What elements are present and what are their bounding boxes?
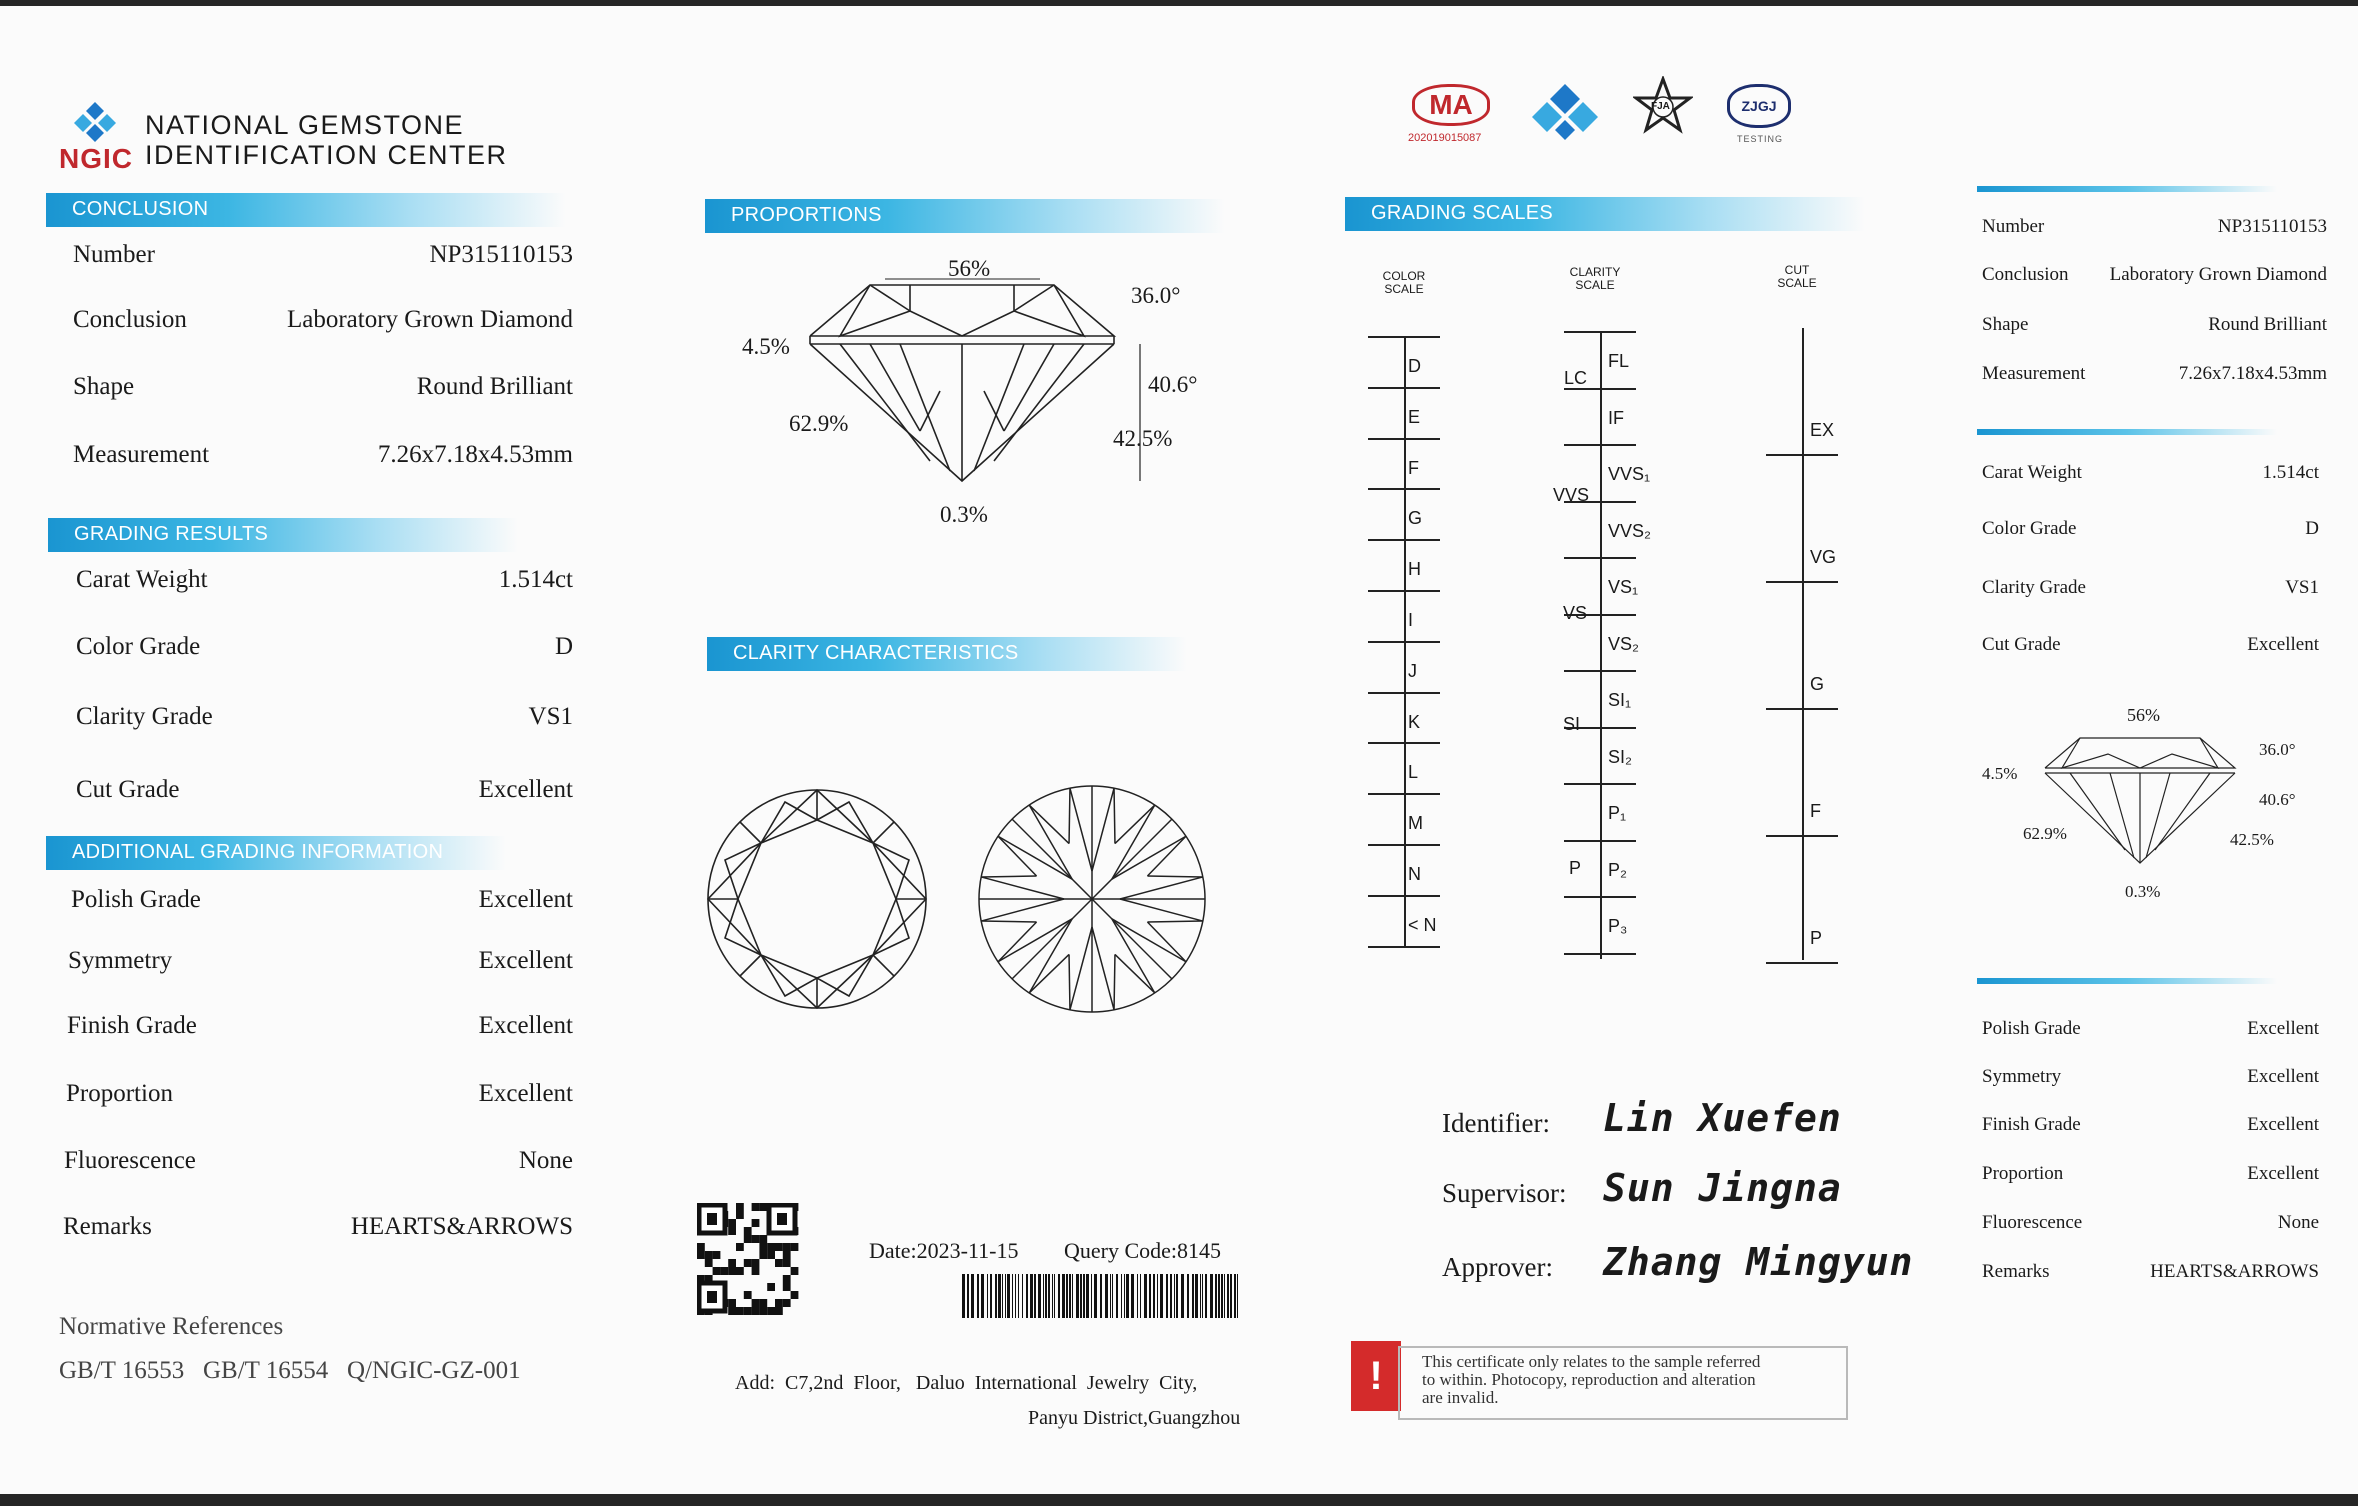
additional-label: Remarks [63,1213,152,1240]
additional-label: Proportion [66,1080,173,1107]
color-grade-label: < N [1408,914,1437,935]
pavilion-plot-diagram [975,782,1209,1016]
color-scale-tick [1368,742,1440,744]
grading-label: Color Grade [76,633,201,660]
signature-name: Zhang Mingyun [1603,1240,1914,1284]
cut-scale-tick [1766,454,1838,456]
address-line1: Add: C7,2nd Floor, Daluo International Jewelry City, [735,1372,1198,1394]
proportions-header: PROPORTIONS [705,199,1225,233]
summary-divider-3 [1977,978,2277,984]
pavilion-depth: 42.5% [1113,426,1173,451]
summary-additional-value: Excellent [2247,1114,2319,1135]
clarity-scale-header: CLARITY SCALE [1569,265,1621,292]
summary-divider-2 [1977,429,2277,435]
clarity-scale-tick [1564,331,1636,333]
grading-scales-header: GRADING SCALES [1345,197,1865,231]
color-grade-label: L [1408,762,1419,783]
cut-scale-axis [1802,328,1804,960]
additional-value: Excellent [478,947,573,974]
clarity-grade-label: SI₂ [1608,746,1632,767]
crown-angle: 36.0° [1131,283,1181,308]
additional-row [63,947,573,981]
summary-pavilion-depth: 42.5% [2230,830,2274,849]
grading-value: VS1 [528,703,573,730]
conclusion-value: 7.26x7.18x4.53mm [377,441,573,468]
summary-grading-row [1982,634,2319,662]
summary-additional-row [1982,1114,2319,1142]
color-scale-tick [1368,438,1440,440]
query-code: Query Code:8145 [1064,1238,1222,1263]
additional-row [63,1080,573,1114]
table-percent: 56% [948,256,991,281]
cut-scale-tick [1766,835,1838,837]
grading-row [76,566,573,600]
clarity-scale-tick [1564,953,1636,955]
color-scale-header: COLOR SCALE [1382,269,1426,296]
fja-text: FJA [1651,101,1670,112]
ngic-emblem-icon [1530,82,1600,142]
color-scale-tick [1368,539,1440,541]
color-scale-tick [1368,692,1440,694]
additional-label: Polish Grade [71,886,201,913]
cut-scale-tick [1766,962,1838,964]
additional-value: None [518,1147,573,1174]
summary-conclusion-value: Laboratory Grown Diamond [2109,264,2327,285]
summary-table-percent: 56% [2127,705,2160,725]
color-grade-label: F [1408,457,1419,478]
cut-grade-label: VG [1810,547,1837,567]
org-name-line1: NATIONAL GEMSTONE [145,110,465,140]
certificate-document [0,6,2358,1494]
org-name-line2: IDENTIFICATION CENTER [145,140,508,170]
signature-role: Supervisor: [1442,1178,1567,1208]
ngic-wordmark: NGIC [59,143,133,174]
conclusion-label: Conclusion [73,306,187,333]
cma-logo: MA [1412,84,1488,130]
zjgj-logo: ZJGJ [1727,84,1791,128]
grading-row [76,633,573,667]
summary-conclusion-label: Measurement [1982,363,2086,384]
summary-conclusion-value: Round Brilliant [2208,314,2327,335]
color-grade-label: D [1408,356,1421,376]
culet-size: 0.3% [940,502,988,527]
conclusion-value: NP315110153 [429,241,573,268]
summary-additional-row [1982,1163,2319,1191]
clarity-grade-label: IF [1608,407,1624,428]
summary-grading-value: Excellent [2247,634,2319,655]
additional-row [63,886,573,920]
clarity-grade-label: P₂ [1608,859,1627,880]
cut-grade-label: F [1810,801,1821,821]
color-scale-tick [1368,793,1440,795]
signature-role: Identifier: [1442,1108,1550,1138]
summary-grading-label: Color Grade [1982,518,2077,539]
summary-conclusion-label: Conclusion [1982,264,2069,285]
clarity-scale-tick [1564,670,1636,672]
summary-additional-label: Fluorescence [1982,1212,2083,1233]
summary-additional-value: HEARTS&ARROWS [2150,1261,2319,1282]
clarity-grade-label: SI₁ [1608,690,1632,710]
summary-divider-1 [1977,186,2277,192]
cut-grade-label: P [1810,928,1823,948]
cut-scale-header: CUT SCALE [1777,263,1817,290]
clarity-group-label: VS [1563,603,1588,623]
signature-role: Approver: [1442,1252,1553,1282]
crown-height: 4.5% [742,334,790,359]
summary-grading-label: Cut Grade [1982,634,2061,655]
color-scale-tick [1368,336,1440,338]
summary-additional-label: Finish Grade [1982,1114,2081,1135]
grading-label: Clarity Grade [76,703,213,730]
clarity-scale-tick [1564,557,1636,559]
clarity-group-label: LC [1564,368,1588,388]
summary-additional-label: Remarks [1982,1261,2050,1282]
clarity-scale-axis [1600,331,1602,959]
summary-crown-angle: 36.0° [2259,740,2296,759]
cma-number: 202019015087 [1408,132,1482,144]
zjgj-sub: TESTING [1737,134,1784,144]
grading-label: Carat Weight [76,566,208,593]
clarity-grade-label: P₃ [1608,916,1628,936]
additional-label: Finish Grade [67,1012,197,1039]
disclaimer-box: This certificate only relates to the sample referred to within. Photocopy, reproduction and alteration are invalid. [1398,1346,1848,1420]
summary-grading-row [1982,462,2319,490]
color-scale-tick [1368,844,1440,846]
grading-value: D [554,633,573,660]
clarity-scale-tick [1564,444,1636,446]
summary-additional-label: Polish Grade [1982,1018,2081,1039]
conclusion-row [73,241,573,275]
summary-conclusion-label: Shape [1982,314,2029,335]
additional-value: Excellent [478,886,573,913]
ngic-logo-icon [70,102,120,144]
additional-row [63,1012,573,1046]
conclusion-row [73,373,573,407]
cut-scale-tick [1766,581,1838,583]
conclusion-value: Laboratory Grown Diamond [286,306,573,333]
conclusion-row [73,441,573,475]
summary-grading-label: Clarity Grade [1982,577,2086,598]
color-scale-tick [1368,946,1440,948]
crown-plot-diagram [705,782,929,1016]
total-depth: 62.9% [789,411,849,436]
clarity-grade-label: FL [1608,351,1630,371]
clarity-grade-label: P₁ [1608,803,1627,823]
summary-conclusion-row [1982,363,2327,391]
additional-value: Excellent [478,1012,573,1039]
cut-grade-label: EX [1810,420,1835,440]
summary-conclusion-row [1982,216,2327,244]
color-grade-label: H [1408,559,1421,580]
address-line2: Panyu District,Guangzhou [1028,1407,1241,1429]
additional-value: Excellent [478,1080,573,1107]
summary-additional-value: Excellent [2247,1163,2319,1184]
summary-additional-value: None [2277,1212,2319,1233]
warning-icon: ! [1351,1341,1401,1411]
clarity-scale-tick [1564,840,1636,842]
summary-conclusion-value: NP315110153 [2217,216,2327,237]
pavilion-angle: 40.6° [1148,372,1198,397]
additional-row [63,1147,573,1181]
summary-additional-value: Excellent [2247,1018,2319,1039]
conclusion-row [73,306,573,340]
summary-grading-value: 1.514ct [2262,462,2319,483]
summary-grading-value: VS1 [2285,577,2319,598]
clarity-grade-label: VVS₁ [1608,464,1651,484]
color-scale-tick [1368,590,1440,592]
color-grade-label: M [1408,813,1423,834]
additional-label: Fluorescence [64,1147,196,1174]
summary-crown-height: 4.5% [1982,764,2018,783]
color-grade-label: E [1408,406,1421,427]
clarity-group-label: P [1569,858,1582,878]
diamond-profile-diagram [800,271,1180,501]
summary-additional-row [1982,1212,2319,1240]
color-scale-tick [1368,641,1440,643]
grading-value: 1.514ct [498,566,573,593]
summary-conclusion-row [1982,314,2327,342]
signature-name: Sun Jingna [1603,1166,1842,1210]
additional-row [63,1213,573,1247]
additional-value: HEARTS&ARROWS [350,1213,573,1240]
grading-results-header: GRADING RESULTS [48,518,518,552]
grading-row [76,776,573,810]
summary-grading-value: D [2305,518,2319,539]
clarity-group-label: VVS [1553,485,1590,505]
signature-name: Lin Xuefen [1603,1096,1842,1140]
grading-row [76,703,573,737]
summary-additional-value: Excellent [2247,1066,2319,1087]
additional-label: Symmetry [68,947,173,974]
conclusion-label: Measurement [73,441,210,468]
grading-label: Cut Grade [76,776,180,803]
summary-conclusion-value: 7.26x7.18x4.53mm [2178,363,2327,384]
summary-additional-row [1982,1018,2319,1046]
color-scale-tick [1368,488,1440,490]
issue-date: Date:2023-11-15 [869,1238,1019,1263]
barcode [962,1274,1240,1318]
normative-references-title: Normative References [59,1313,284,1340]
summary-diamond-profile [2040,728,2240,868]
clarity-grade-label: VS₂ [1608,633,1639,654]
summary-grading-row [1982,518,2319,546]
conclusion-label: Number [73,241,155,268]
conclusion-value: Round Brilliant [416,373,573,400]
color-grade-label: N [1408,864,1421,884]
summary-additional-row [1982,1261,2319,1289]
summary-grading-label: Carat Weight [1982,462,2082,483]
summary-culet: 0.3% [2125,882,2161,901]
color-grade-label: J [1408,660,1417,681]
summary-pavilion-angle: 40.6° [2259,790,2296,809]
summary-total-depth: 62.9% [2023,824,2067,843]
summary-additional-row [1982,1066,2319,1094]
color-grade-label: I [1408,610,1414,630]
clarity-scale-tick [1564,783,1636,785]
color-grade-label: K [1408,711,1421,732]
summary-additional-label: Symmetry [1982,1066,2062,1087]
qr-code [697,1203,799,1315]
conclusion-header: CONCLUSION [46,193,566,227]
cut-scale-tick [1766,708,1838,710]
color-scale-tick [1368,387,1440,389]
summary-conclusion-row [1982,264,2327,292]
clarity-scale-tick [1564,896,1636,898]
additional-grading-header: ADDITIONAL GRADING INFORMATION [46,836,506,870]
summary-grading-row [1982,577,2319,605]
clarity-grade-label: VS₁ [1608,577,1639,597]
clarity-characteristics-header: CLARITY CHARACTERISTICS [707,637,1187,671]
summary-conclusion-label: Number [1982,216,2045,237]
normative-references: GB/T 16553 GB/T 16554 Q/NGIC-GZ-001 [59,1357,521,1384]
conclusion-label: Shape [73,373,135,400]
clarity-group-label: SI [1563,714,1581,734]
color-scale-tick [1368,895,1440,897]
color-grade-label: G [1408,508,1423,529]
grading-value: Excellent [478,776,573,803]
clarity-grade-label: VVS₂ [1608,520,1652,541]
summary-additional-label: Proportion [1982,1163,2064,1184]
cut-grade-label: G [1810,674,1825,694]
